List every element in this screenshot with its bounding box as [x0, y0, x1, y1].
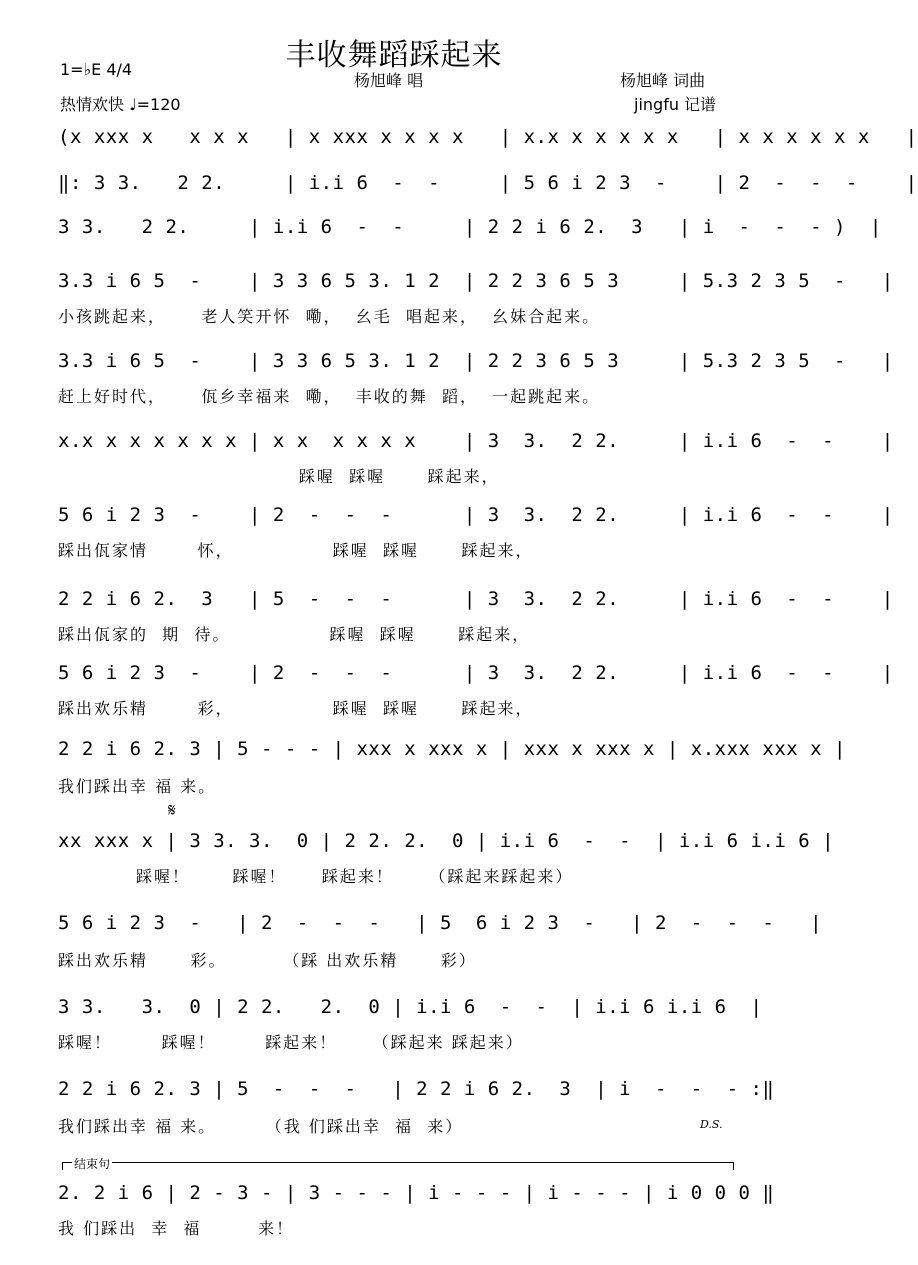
- segno-sign: 𝄋: [168, 800, 176, 821]
- system-8-notes: 2 2 i 6 2. 3 | 5 - - - | 3 3. 2 2. | i.i 6 - - |: [58, 588, 894, 610]
- singer-credit: 杨旭峰 唱: [354, 71, 424, 90]
- system-9-lyrics: 踩出欢乐精 彩， 踩喔 踩喔 踩起来，: [58, 699, 534, 718]
- system-3-notes: 3 3. 2 2. | i.i 6 - - | 2 2 i 6 2. 3 | i - - - ) |: [58, 216, 882, 238]
- key-signature: 1=♭E 4/4: [60, 60, 133, 79]
- song-title: 丰收舞蹈踩起来: [285, 38, 503, 73]
- system-8-lyrics: 踩出佤家的 期 待。 踩喔 踩喔 踩起来，: [58, 625, 531, 644]
- coda-label: 结束句: [74, 1157, 111, 1171]
- system-14-lyrics: 我们踩出幸 福 来。 （我 们踩出幸 福 来）: [58, 1117, 464, 1136]
- system-14-notes: 2 2 i 6 2. 3 | 5 - - - | 2 2 i 6 2. 3 | i - - - :‖: [58, 1078, 775, 1100]
- system-7-lyrics: 踩出佤家情 怀， 踩喔 踩喔 踩起来，: [58, 541, 534, 560]
- coda-bracket-left-tick: [62, 1162, 63, 1170]
- transcriber-credit: jingfu 记谱: [634, 95, 717, 114]
- system-5-lyrics: 赶上好时代， 佤乡幸福来 嘞， 丰收的舞 蹈， 一起跳起来。: [58, 387, 601, 406]
- coda-bracket-line: [62, 1162, 734, 1163]
- system-12-notes: 5 6 i 2 3 - | 2 - - - | 5 6 i 2 3 - | 2 - - - |: [58, 912, 823, 934]
- system-1-notes: (x xxx x x x x | x xxx x x x x | x.x x x x x x | x x x x x x |: [58, 126, 918, 148]
- system-6-lyrics: 踩喔 踩喔 踩起来，: [58, 467, 500, 486]
- system-15-notes: 2. 2 i 6 | 2 - 3 - | 3 - - - | i - - - | i - - - | i 0 0 0 ‖: [58, 1182, 775, 1204]
- system-7-notes: 5 6 i 2 3 - | 2 - - - | 3 3. 2 2. | i.i 6 - - |: [58, 504, 894, 526]
- system-4-notes: 3.3 i 6 5 - | 3 3 6 5 3. 1 2 | 2 2 3 6 5 3 | 5.3 2 3 5 - |: [58, 270, 894, 292]
- system-11-notes: xx xxx x | 3 3. 3. 0 | 2 2. 2. 0 | i.i 6 - - | i.i 6 i.i 6 |: [58, 830, 835, 852]
- system-10-lyrics: 我们踩出幸 福 来。: [58, 777, 217, 796]
- system-5-notes: 3.3 i 6 5 - | 3 3 6 5 3. 1 2 | 2 2 3 6 5 3 | 5.3 2 3 5 - |: [58, 350, 894, 372]
- system-13-notes: 3 3. 3. 0 | 2 2. 2. 0 | i.i 6 - - | i.i 6 i.i 6 |: [58, 996, 763, 1018]
- system-12-lyrics: 踩出欢乐精 彩。 （踩 出欢乐精 彩）: [58, 951, 477, 970]
- system-11-lyrics: 踩喔！ 踩喔！ 踩起来！ （踩起来踩起来）: [58, 867, 574, 886]
- system-13-lyrics: 踩喔！ 踩喔！ 踩起来！ （踩起来 踩起来）: [58, 1033, 524, 1052]
- tempo-marking: 热情欢快 ♩=120: [60, 95, 181, 114]
- dal-segno-mark: D.S.: [700, 1118, 723, 1131]
- system-10-notes: 2 2 i 6 2. 3 | 5 - - - | xxx x xxx x | xxx x xxx x | x.xxx xxx x |: [58, 738, 846, 760]
- system-6-notes: x.x x x x x x x | x x x x x x | 3 3. 2 2. | i.i 6 - - |: [58, 430, 894, 452]
- system-2-notes: ‖: 3 3. 2 2. | i.i 6 - - | 5 6 i 2 3 - | 2 - - - |: [58, 172, 918, 194]
- system-9-notes: 5 6 i 2 3 - | 2 - - - | 3 3. 2 2. | i.i 6 - - |: [58, 662, 894, 684]
- system-15-lyrics: 我 们踩出 幸 福 来！: [58, 1219, 295, 1238]
- coda-bracket-right-tick: [733, 1162, 734, 1170]
- composer-credit: 杨旭峰 词曲: [620, 71, 706, 90]
- system-4-lyrics: 小孩跳起来， 老人笑开怀 嘞， 幺毛 唱起来， 幺妹合起来。: [58, 307, 601, 326]
